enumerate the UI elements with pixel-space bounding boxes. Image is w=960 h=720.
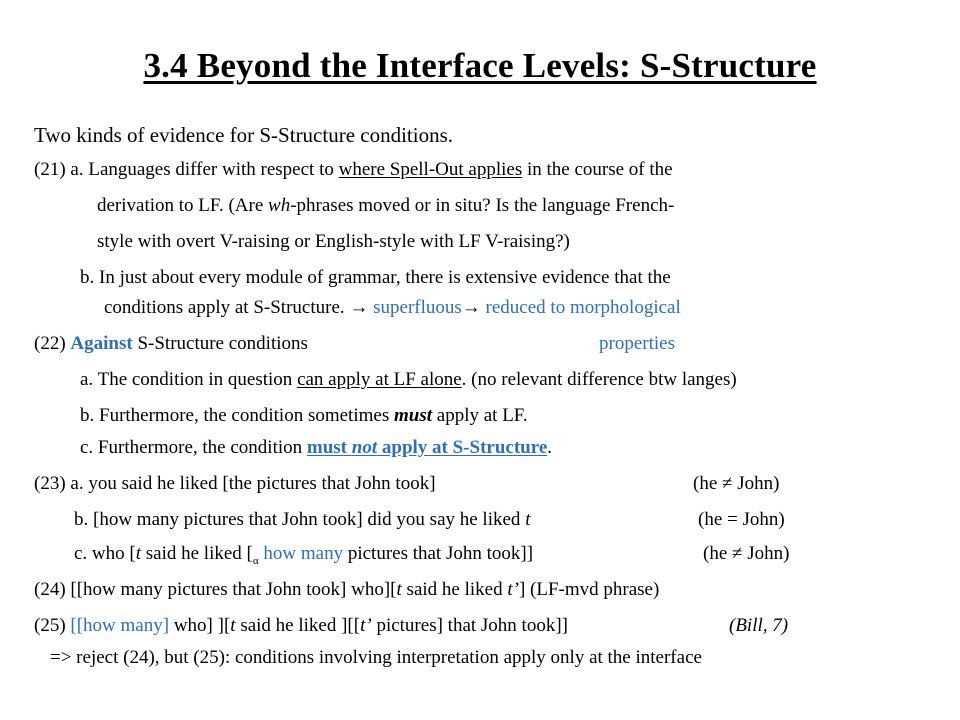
example-25 [34, 615, 568, 637]
underlined-phrase: where Spell-Out applies [338, 159, 523, 180]
example-21a-cont2: style with overt V-raising or English-style with LF V-raising?) [97, 231, 570, 252]
blue-phrase: [[how many] [70, 615, 170, 636]
arrow-icon: → [349, 297, 369, 318]
coreference-note: (he ≠ John) [703, 543, 790, 564]
italic-not: not [351, 437, 378, 458]
example-22a [80, 369, 737, 391]
text: c. who [ [74, 543, 136, 564]
text: S-Structure conditions [132, 333, 308, 354]
italic-wh: wh [268, 195, 291, 216]
emphasis-must-not-apply [307, 437, 547, 458]
text: b. [how many pictures that John took] did you say he liked [74, 509, 526, 530]
underlined-phrase: can apply at LF alone [297, 369, 462, 390]
text: c. Furthermore, the condition [80, 437, 307, 458]
text: (22) [34, 333, 71, 354]
text: who] ][ [169, 615, 231, 636]
example-21a-cont1 [97, 195, 674, 217]
alpha-subscript: α [252, 554, 259, 567]
trace: t [525, 509, 531, 530]
text: conditions apply at S-Structure. [104, 297, 350, 318]
trace: t [135, 543, 142, 564]
text: (25) [34, 615, 71, 636]
example-21b-cont [104, 297, 681, 319]
text: . (no relevant difference btw langes) [461, 369, 737, 390]
text: -phrases moved or in situ? Is the language French- [290, 195, 675, 216]
trace: t [396, 579, 402, 600]
slide-title: 3.4 Beyond the Interface Levels: S-Structure [143, 46, 817, 85]
text: (21) a. Languages differ with respect to [34, 159, 339, 180]
text: said he liked [401, 579, 508, 600]
trace: t’ [360, 615, 372, 636]
example-23b [74, 509, 530, 531]
example-23c [74, 543, 533, 567]
text: (24) [[how many pictures that John took] who][ [34, 579, 397, 600]
text: ] (LF-mvd phrase) [518, 579, 660, 600]
blue-note: reduced to morphological [480, 297, 681, 318]
emphasis-must: must [393, 405, 433, 426]
coreference-note: (he ≠ John) [693, 473, 780, 494]
text: b. Furthermore, the condition sometimes [80, 405, 394, 426]
text: apply at S-Structure [377, 437, 548, 458]
example-23a: (23) a. you said he liked [the pictures that John took] [34, 473, 436, 494]
text: . [547, 437, 553, 458]
example-22c [80, 437, 552, 459]
blue-phrase: how many [258, 543, 344, 564]
example-24 [34, 579, 659, 601]
example-22b [80, 405, 528, 427]
text: a. The condition in question [80, 369, 298, 390]
text: pictures] that John took]] [371, 615, 568, 636]
text: in the course of the [522, 159, 673, 180]
text: must [306, 437, 352, 458]
text: derivation to LF. (Are [97, 195, 269, 216]
trace: t [230, 615, 236, 636]
conclusion-line: => reject (24), but (25): conditions involving interpretation apply only at the interface [50, 647, 702, 668]
text: apply at LF. [432, 405, 528, 426]
text: pictures that John took]] [343, 543, 534, 564]
example-22 [34, 333, 308, 355]
arrow-icon: → [461, 297, 481, 318]
example-21b: b. In just about every module of grammar, there is extensive evidence that the [80, 267, 671, 288]
intro-line: Two kinds of evidence for S-Structure conditions. [34, 123, 454, 147]
text: said he liked ][[ [235, 615, 361, 636]
coreference-note: (he = John) [698, 509, 785, 530]
example-21a [34, 159, 673, 181]
properties-note: properties [599, 333, 675, 354]
against-label: Against [70, 333, 133, 354]
citation: (Bill, 7) [729, 615, 789, 636]
text: said he liked [ [141, 543, 253, 564]
trace: t’ [507, 579, 519, 600]
blue-note: superfluous [373, 297, 462, 318]
